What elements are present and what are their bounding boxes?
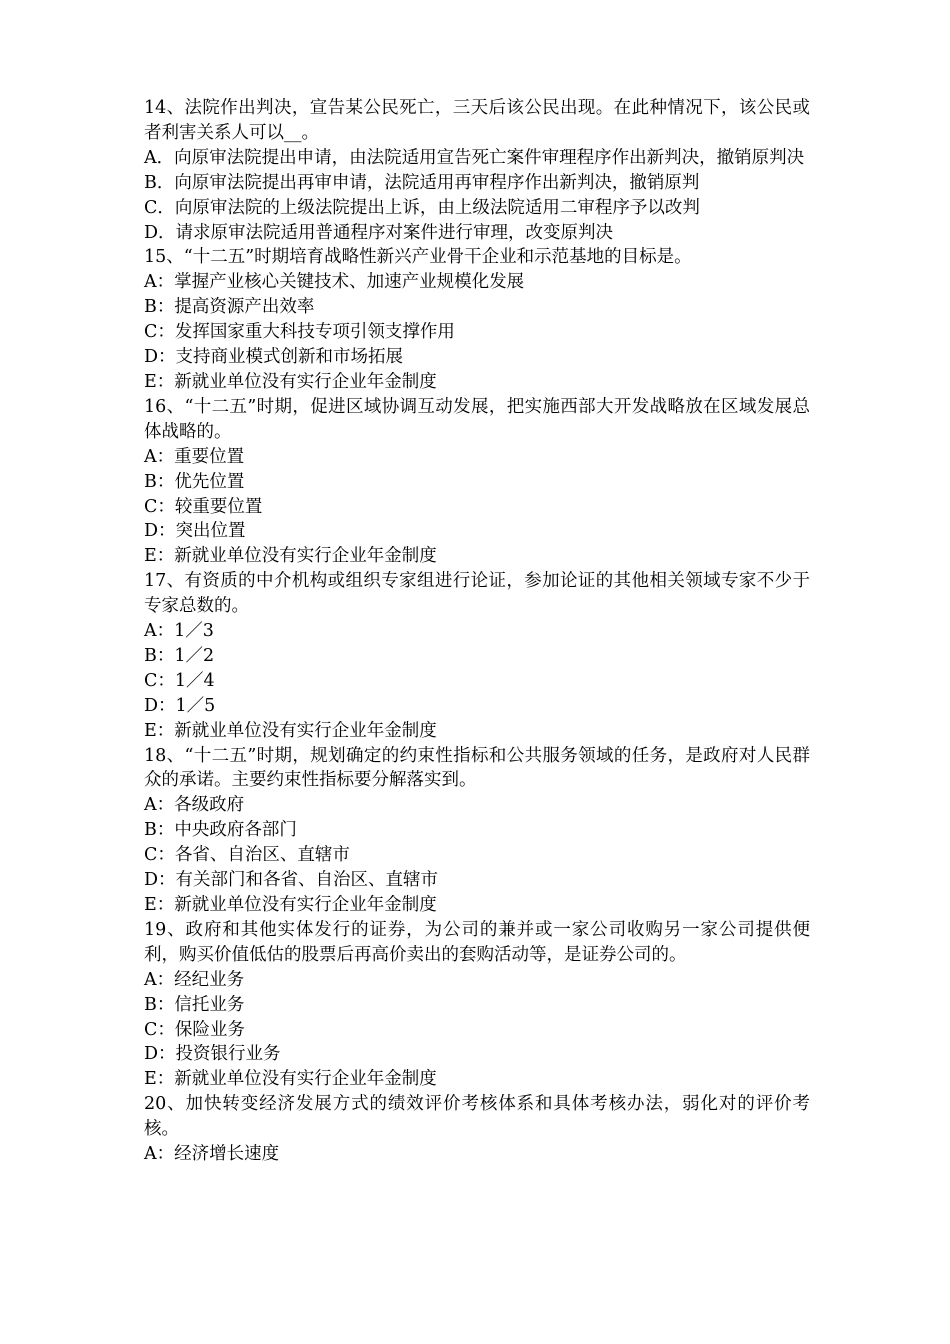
option-15-b: B：提高资源产出效率 — [144, 297, 315, 318]
question-18-text: 18、“十二五”时期，规划确定的约束性指标和公共服务领域的任务，是政府对人民群众的承诺。主要约束性指标要分解落实到。 — [144, 745, 810, 791]
question-16-text: 16、“十二五”时期，促进区域协调互动发展，把实施西部大开发战略放在区域发展总体战略的。 — [144, 396, 810, 442]
option-17-d: D：1／5 — [144, 695, 216, 716]
document-body — [144, 96, 810, 1167]
option-18-a: A：各级政府 — [144, 795, 245, 816]
option-19-e: E：新就业单位没有实行企业年金制度 — [144, 1069, 437, 1090]
option-16-e: E：新就业单位没有实行企业年金制度 — [144, 546, 437, 567]
option-14-a: A．向原审法院提出申请，由法院适用宣告死亡案件审理程序作出新判决，撤销原判决 — [144, 147, 805, 168]
option-18-e: E：新就业单位没有实行企业年金制度 — [144, 895, 437, 915]
option-20-a: A：经济增长速度 — [144, 1144, 280, 1165]
option-18-b: B：中央政府各部门 — [144, 820, 297, 841]
question-17-text: 17、有资质的中介机构或组织专家组进行论证，参加论证的其他相关领域专家不少于专家总数的。 — [144, 571, 810, 617]
option-16-b: B：优先位置 — [144, 471, 245, 492]
option-15-e: E：新就业单位没有实行企业年金制度 — [144, 371, 437, 392]
option-18-d: D：有关部门和各省、自治区、直辖市 — [144, 870, 439, 891]
question-20-text: 20、加快转变经济发展方式的绩效评价考核体系和具体考核办法，弱化对的评价考核。 — [144, 1094, 810, 1140]
option-17-b: B：1／2 — [144, 645, 215, 666]
option-15-d: D：支持商业模式创新和市场拓展 — [144, 347, 404, 368]
question-15-text: 15、“十二五”时期培育战略性新兴产业骨干企业和示范基地的目标是。 — [144, 247, 692, 268]
question-19-text: 19、政府和其他实体发行的证券，为公司的兼并或一家公司收购另一家公司提供便利，购买价值低估的股票后再高价卖出的套购活动等，是证券公司的。 — [144, 919, 810, 965]
option-18-c: C：各省、自治区、直辖市 — [144, 845, 350, 866]
option-19-a: A：经纪业务 — [144, 969, 245, 990]
question-14-text: 14、法院作出判决，宣告某公民死亡，三天后该公民出现。在此种情况下，该公民或者利害关系人可以__。 — [144, 98, 810, 143]
option-15-a: A：掌握产业核心关键技术、加速产业规模化发展 — [144, 272, 525, 293]
option-16-d: D：突出位置 — [144, 521, 246, 542]
option-17-c: C：1／4 — [144, 670, 215, 691]
option-16-a: A：重要位置 — [144, 446, 245, 467]
option-19-d: D：投资银行业务 — [144, 1044, 281, 1065]
option-16-c: C：较重要位置 — [144, 496, 263, 517]
option-19-b: B：信托业务 — [144, 994, 245, 1015]
option-14-c: C．向原审法院的上级法院提出上诉，由上级法院适用二审程序予以改判 — [144, 197, 700, 218]
option-15-c: C：发挥国家重大科技专项引领支撑作用 — [144, 322, 455, 343]
option-17-e: E：新就业单位没有实行企业年金制度 — [144, 720, 437, 741]
option-17-a: A：1／3 — [144, 621, 214, 642]
option-19-c: C：保险业务 — [144, 1019, 245, 1040]
option-14-b: B．向原审法院提出再审申请，法院适用再审程序作出新判决，撤销原判 — [144, 172, 700, 193]
option-14-d: D．请求原审法院适用普通程序对案件进行审理，改变原判决 — [144, 222, 614, 243]
